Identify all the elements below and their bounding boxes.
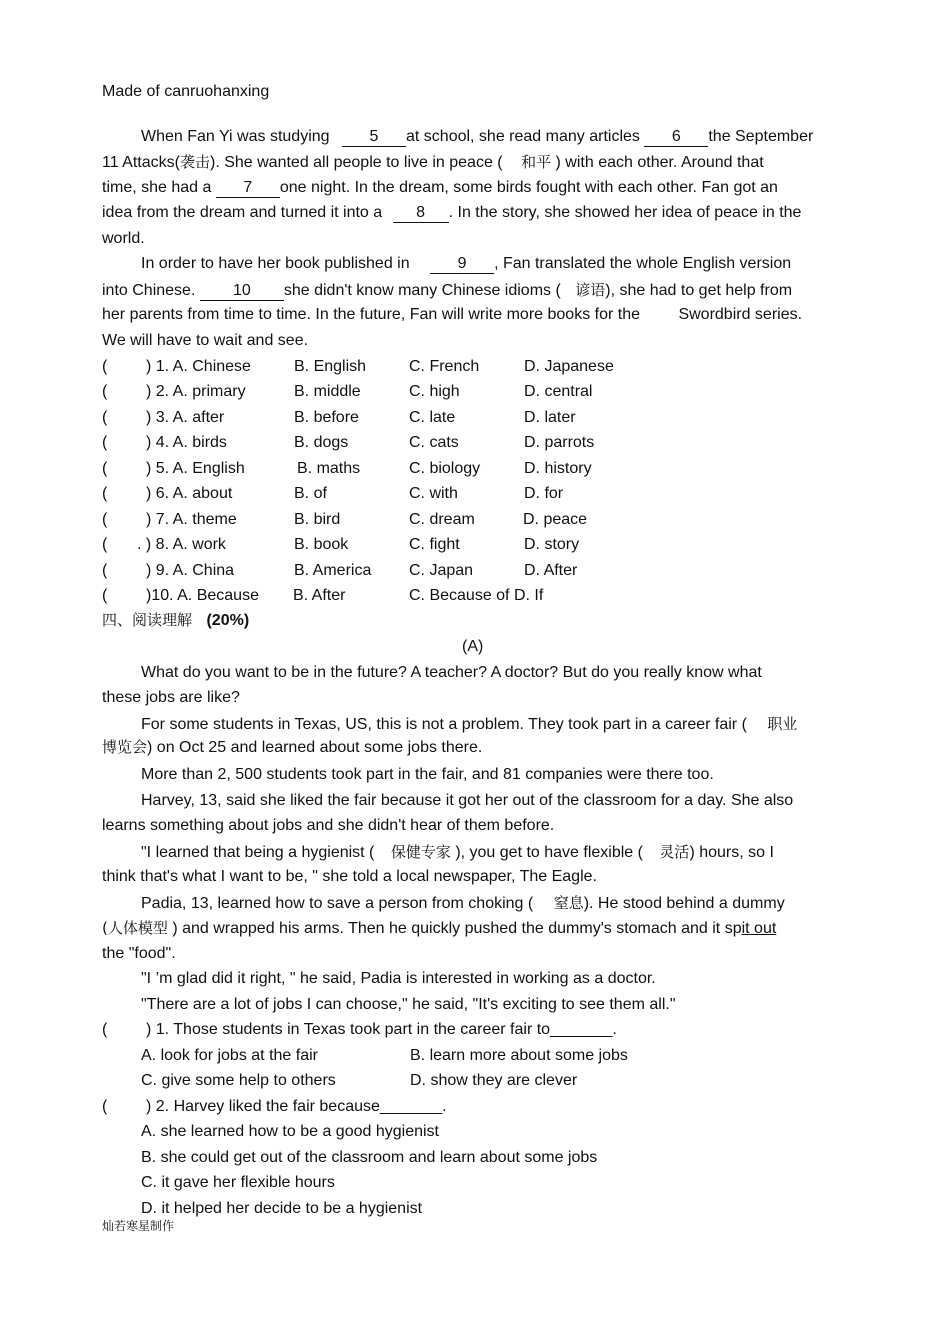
option-b: B. bird (294, 511, 341, 528)
paragraph-text: ) hours, so I (689, 844, 774, 861)
choice-b: B. she could get out of the classroom and learn about some jobs (141, 1149, 598, 1166)
cloze-line-8 (102, 305, 802, 325)
cloze-text: . In the story, she showed her idea of peace in the (448, 204, 802, 221)
paragraph-text: For some students in Texas, US, this is not a problem. They took part in a career fair ( (141, 716, 747, 733)
cjk-gloss: 保健专家 (390, 843, 451, 861)
cloze-text: When Fan Yi was studying (141, 128, 330, 145)
choice-a: A. she learned how to be a good hygienist (141, 1123, 439, 1140)
choice-c: C. it gave her flexible hours (141, 1174, 335, 1191)
paragraph-text: Padia, 13, learned how to save a person from choking ( (141, 895, 534, 912)
option-number: ) 3. A. after (146, 409, 225, 426)
section-points: (20%) (206, 612, 250, 629)
paragraph-line: Harvey, 13, said she liked the fair because it got her out of the classroom for a day. She also (141, 792, 794, 809)
paragraph-text: ) on Oct 25 and learned about some jobs there. (147, 739, 483, 756)
underlined-phrase: it out (741, 920, 777, 937)
option-c: C. fight (409, 536, 460, 553)
option-c: C. biology (409, 460, 481, 477)
paragraph-text: ). He stood behind a dummy (583, 895, 785, 912)
question-stem: ) 2. Harvey liked the fair because_______. (146, 1098, 447, 1115)
option-d: D. After (524, 562, 578, 579)
paren-open: ( (102, 536, 108, 553)
cloze-line-6 (141, 254, 791, 274)
option-b: B. English (294, 358, 367, 375)
paren-open: ( (102, 460, 108, 477)
option-number: ) 5. A. English (146, 460, 245, 477)
choice-c: C. give some help to others (141, 1072, 336, 1089)
option-number: ) 2. A. primary (146, 383, 246, 400)
cloze-line-1 (141, 127, 813, 147)
option-d: D. later (524, 409, 576, 426)
cloze-text: , Fan translated the whole English version (494, 255, 792, 272)
cloze-text: idea from the dream and turned it into a (102, 204, 383, 221)
cloze-text: 11 Attacks( (102, 154, 180, 171)
blank-10: 10 (200, 282, 284, 301)
paragraph-line: "I ’m glad did it right, " he said, Padia is interested in working as a doctor. (141, 970, 656, 987)
blank-9: 9 (430, 255, 494, 274)
option-c: C. Japan (409, 562, 474, 579)
blank-7: 7 (216, 179, 280, 198)
cjk-gloss: 袭击 (179, 153, 210, 171)
paragraph-line: think that's what I want to be, " she told a local newspaper, The Eagle. (102, 868, 597, 885)
paren-open: ( (102, 511, 108, 528)
cloze-text: ). She wanted all people to live in peace ( (209, 154, 503, 171)
cloze-line-3 (102, 178, 778, 198)
section-title: 四、阅读理解 (102, 611, 193, 629)
paren-open: ( (102, 1098, 108, 1115)
option-c: C. with (409, 485, 458, 502)
cloze-text: at school, she read many articles (406, 128, 640, 145)
cloze-text: the September (708, 128, 814, 145)
paragraph-line: learns something about jobs and she didn't hear of them before. (102, 817, 555, 834)
cjk-gloss: 灵活 (659, 843, 690, 861)
cjk-gloss: 窒息 (553, 894, 584, 912)
blank-8: 8 (393, 204, 449, 223)
choice-a: A. look for jobs at the fair (141, 1047, 318, 1064)
option-b: B. dogs (294, 434, 349, 451)
cloze-text: Swordbird series. (678, 306, 803, 323)
option-c: C. French (409, 358, 480, 375)
option-d: D. parrots (524, 434, 595, 451)
cloze-text: her parents from time to time. In the future, Fan will write more books for the (102, 306, 640, 323)
paragraph-line: the "food". (102, 945, 176, 962)
paragraph-text: ) and wrapped his arms. Then he quickly pushed the dummy's stomach and it sp (172, 920, 742, 937)
question-stem: ) 1. Those students in Texas took part in the career fair to_______. (146, 1021, 617, 1038)
section-heading (102, 610, 249, 631)
cloze-text: into Chinese. (102, 282, 196, 299)
cjk-gloss: 博览会 (102, 738, 148, 756)
option-number: ) 9. A. China (146, 562, 235, 579)
option-c: C. dream (409, 511, 475, 528)
paragraph-line: More than 2, 500 students took part in the fair, and 81 companies were there too. (141, 766, 714, 783)
paren-open: ( (102, 409, 108, 426)
option-d: D. history (524, 460, 592, 477)
paren-open: ( (102, 1021, 108, 1038)
cloze-text: she didn't know many Chinese idioms ( (283, 282, 561, 299)
option-b: B. middle (294, 383, 361, 400)
blank-5: 5 (342, 128, 406, 147)
paragraph-line (141, 842, 774, 863)
cloze-text: ), she had to get help from (605, 282, 793, 299)
cloze-line-9: We will have to wait and see. (102, 332, 309, 349)
header-made-of: Made of canruohanxing (102, 83, 270, 100)
cloze-line-4 (102, 203, 801, 223)
paren-open: ( (102, 383, 108, 400)
paragraph-line: What do you want to be in the future? A teacher? A doctor? But do you really know what (141, 664, 762, 681)
paren-open: ( (102, 358, 108, 375)
blank-6: 6 (644, 128, 708, 147)
option-d: D. central (524, 383, 593, 400)
option-b: B. America (294, 562, 372, 579)
paren-open: ( (102, 562, 108, 579)
footer-maker: 灿若寒星制作 (102, 1219, 175, 1233)
cloze-line-7 (102, 280, 792, 301)
paragraph-line: "There are a lot of jobs I can choose," he said, "It's exciting to see them all." (141, 996, 676, 1013)
cjk-gloss: 职业 (767, 715, 798, 733)
paragraph-text: "I learned that being a hygienist ( (141, 844, 375, 861)
paragraph-line (102, 737, 482, 758)
choice-d: D. it helped her decide to be a hygienist (141, 1200, 423, 1217)
option-b: B. After (293, 587, 346, 604)
option-d: D. story (524, 536, 580, 553)
cloze-text: time, she had a (102, 179, 212, 196)
paragraph-line (141, 714, 797, 735)
option-b: B. book (294, 536, 349, 553)
cjk-gloss: 和平 (521, 153, 552, 171)
cloze-line-5: world. (102, 230, 145, 247)
option-d: D. peace (523, 511, 588, 528)
cloze-text: one night. In the dream, some birds fought with each other. Fan got an (279, 179, 778, 196)
option-d: D. for (524, 485, 564, 502)
option-number: ) 6. A. about (146, 485, 233, 502)
option-number: ) 1. A. Chinese (146, 358, 251, 375)
cloze-text: ) with each other. Around that (555, 154, 764, 171)
cloze-line-2 (102, 152, 764, 173)
paren-open: ( (102, 587, 108, 604)
cjk-gloss: 谚语 (575, 281, 606, 299)
cloze-text: In order to have her book published in (141, 255, 410, 272)
option-d: D. Japanese (524, 358, 614, 375)
choice-d: D. show they are clever (410, 1072, 578, 1089)
paren-open: ( (102, 434, 108, 451)
option-number: ) 4. A. birds (146, 434, 227, 451)
option-c: C. cats (409, 434, 459, 451)
option-c: C. high (409, 383, 460, 400)
choice-b: B. learn more about some jobs (410, 1047, 628, 1064)
option-b: B. maths (297, 460, 361, 477)
option-number: ) 7. A. theme (146, 511, 237, 528)
paragraph-line: these jobs are like? (102, 689, 240, 706)
option-number: . ) 8. A. work (137, 536, 226, 553)
option-b: B. before (294, 409, 359, 426)
passage-label: (A) (462, 638, 484, 655)
paragraph-text: ), you get to have flexible ( (455, 844, 643, 861)
paragraph-line (141, 893, 785, 914)
cjk-gloss: (人体模型 (102, 919, 168, 937)
paren-open: ( (102, 485, 108, 502)
option-c: C. late (409, 409, 456, 426)
option-number: )10. A. Because (146, 587, 259, 604)
option-b: B. of (294, 485, 327, 502)
option-c: C. Because of D. If (409, 587, 544, 604)
paragraph-line (102, 918, 792, 939)
